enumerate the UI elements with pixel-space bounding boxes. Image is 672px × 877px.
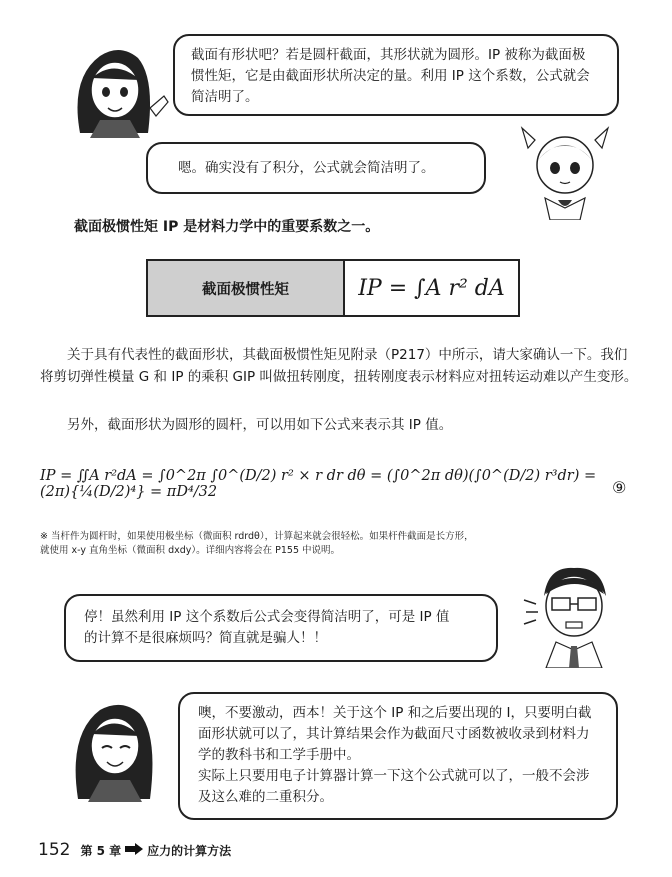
- bubble4-line1: 噢，不要激动，西本！关于这个 IP 和之后要出现的 I，只要明白截: [198, 705, 592, 721]
- polar-moment-derivation-equation: [40, 454, 630, 514]
- speech-bubble-woman-1: [173, 34, 619, 116]
- equation-number: ⑨: [612, 478, 627, 497]
- note-line1: ※ 当杆件为圆杆时，如果使用极坐标（微面积 rdrdθ），计算起来就会很轻松。如果杆件截面是长方形，: [40, 531, 474, 542]
- polar-moment-formula-box: [146, 259, 520, 317]
- lead-sentence: 截面极惯性矩 IP 是材料力学中的重要系数之一。: [74, 219, 380, 235]
- bubble3-line1: 停！虽然利用 IP 这个系数后公式会变得简洁明了，可是 IP 值: [84, 609, 450, 625]
- speech-bubble-girl: [146, 142, 486, 194]
- note-line2: 就使用 x-y 直角坐标（微面积 dxdy）。详细内容将会在 P155 中说明。: [40, 545, 341, 556]
- character-woman-illustration: [60, 38, 170, 138]
- formula-box-label: 截面极惯性矩: [148, 261, 345, 315]
- bubble2-text: 嗯。确实没有了积分，公式就会简洁明了。: [178, 160, 435, 176]
- bubble1-line1: 截面有形状吧？若是圆杆截面，其形状就为圆形。IP 被称为截面极: [191, 47, 586, 63]
- chapter-title: 应力的计算方法: [147, 843, 232, 858]
- speech-bubble-woman-2: [178, 692, 618, 820]
- character-girl-illustration: [510, 120, 620, 220]
- character-woman-illustration-2: [60, 694, 170, 802]
- formula-box-formula: IP = ∫A r² dA: [358, 275, 505, 301]
- paragraph-circular-bar: 另外，截面形状为圆形的圆杆，可以用如下公式来表示其 IP 值。: [67, 417, 453, 433]
- page-footer: [38, 840, 231, 860]
- bubble1-line3: 简洁明了。: [191, 89, 259, 105]
- page-number: 152: [38, 840, 71, 860]
- chapter-heading: [80, 842, 231, 859]
- bubble1-line2: 惯性矩，它是由截面形状所决定的量。利用 IP 这个系数，公式就会: [191, 68, 590, 84]
- footnote: [40, 530, 640, 558]
- arrow-right-icon: [125, 843, 143, 858]
- equation-text: IP = ∬A r²dA = ∫0^2π ∫0^(D/2) r² × r dr dθ = (∫0^2π dθ)(∫0^(D/2) r³dr) = (2π){¼(D/2)⁴} = πD⁴/32: [40, 468, 597, 500]
- speech-bubble-man: [64, 594, 498, 662]
- bubble4-line5: 及这么难的二重积分。: [198, 789, 333, 805]
- paragraph-torsional-rigidity: 关于具有代表性的截面形状，其截面极惯性矩见附录（P217）中所示，请大家确认一下。我们将剪切弹性模量 G 和 IP 的乘积 GIP 叫做扭转刚度，扭转刚度表示材料应对扭转运动难以产生变形。: [40, 347, 638, 385]
- bubble4-line2: 面形状就可以了，其计算结果会作为截面尺寸函数被收录到材料力: [198, 726, 590, 742]
- bubble3-line2: 的计算不是很麻烦吗？简直就是骗人！！: [84, 630, 327, 646]
- chapter-number: 第 5 章: [80, 843, 122, 858]
- character-man-illustration: [516, 560, 626, 668]
- bubble4-line3: 学的教科书和工学手册中。: [198, 747, 360, 763]
- bubble4-line4: 实际上只要用电子计算器计算一下这个公式就可以了，一般不会涉: [198, 768, 590, 784]
